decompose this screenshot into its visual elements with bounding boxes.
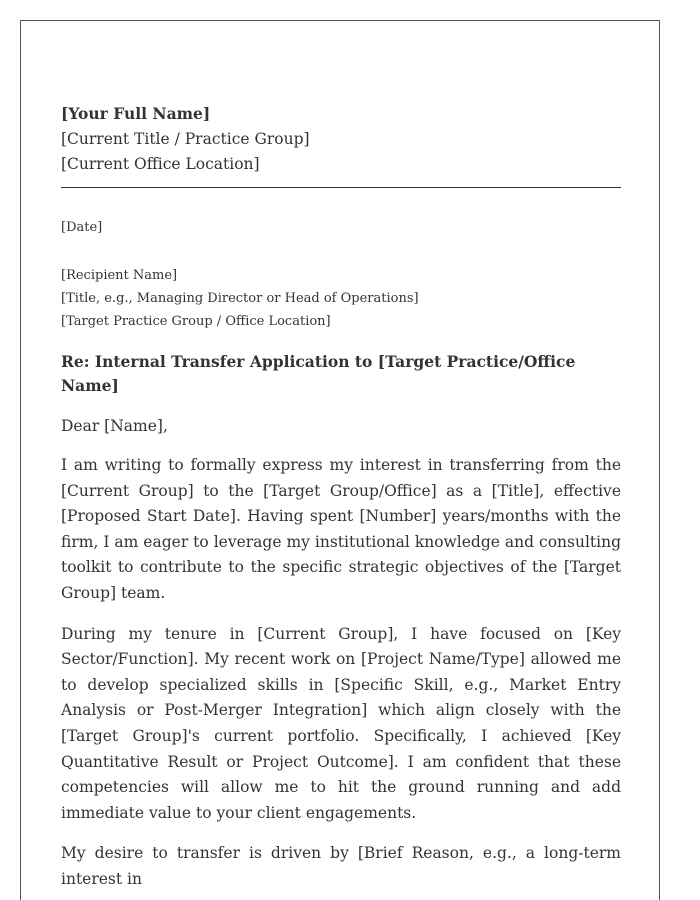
body-paragraph-2: During my tenure in [Current Group], I have focused on [Key Sector/Function]. My recent work on [Project Name/Type] allowed me to develop specialized skills in [Specific Skill, e.g., Market Entry Analysis or Post-Merger Integration] which align closely with the [Target Group]'s current portfolio. Specifically, I achieved [Key Quantitative Result or Project Outcome]. I am confident that these competencies will allow me to hit the ground running and add immediate value to your client engagements. [61,624,621,822]
letter-page [20,20,660,900]
sender-name: [Your Full Name] [61,104,211,123]
header-divider [61,187,621,188]
subject-line: Re: Internal Transfer Application to [Target Practice/Office Name] [61,352,576,395]
salutation: Dear [Name], [61,417,168,435]
recipient-block [61,264,621,333]
sender-office: [Current Office Location] [61,155,260,173]
body-paragraph-1: I am writing to formally express my interest in transferring from the [Current Group] to the [Target Group/Office] as a [Title], effective [Proposed Start Date]. Having spent [Number] years/months with the firm, I am eager to leverage my institutional knowledge and consulting toolkit to contribute to the specific strategic objectives of the [Target Group] team. [61,456,621,602]
sender-title: [Current Title / Practice Group] [61,130,310,148]
recipient-name: [Recipient Name] [61,268,178,283]
body-paragraph-3: My desire to transfer is driven by [Brief Reason, e.g., a long-term interest in [61,844,621,888]
letter-date: [Date] [61,220,103,235]
recipient-location: [Target Practice Group / Office Location] [61,314,331,329]
letter-content [61,101,621,893]
recipient-title: [Title, e.g., Managing Director or Head of Operations] [61,291,419,306]
